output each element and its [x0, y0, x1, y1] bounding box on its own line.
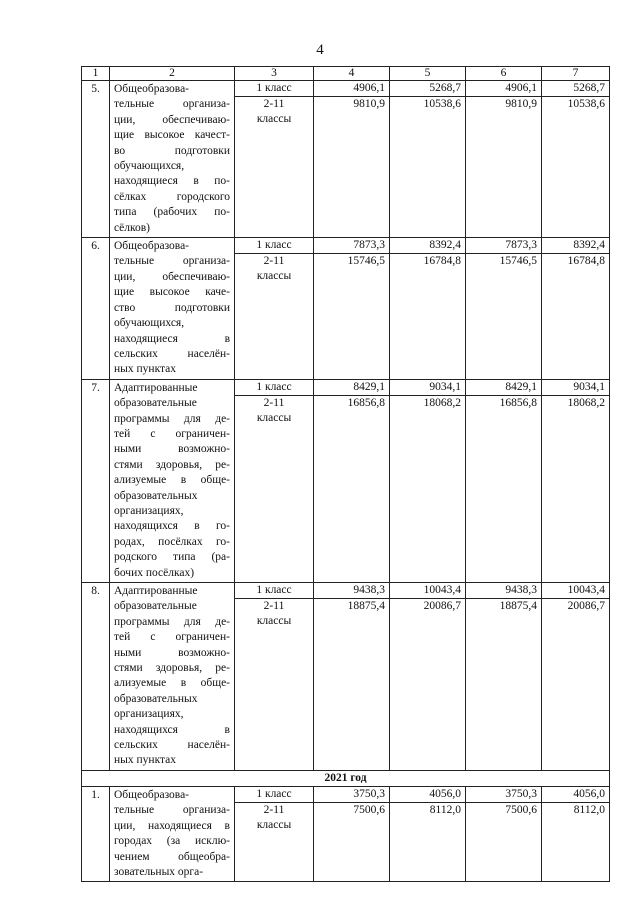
value-cell: [314, 583, 390, 771]
column-number: 3: [235, 67, 314, 81]
grade-1-label: 1 класс: [235, 583, 313, 599]
value-grade-1: 10043,4: [390, 583, 465, 599]
value-grade-1: 4056,0: [542, 787, 609, 803]
column-number-row: [82, 67, 610, 81]
row-name-line: стями здоровья, ре-: [114, 662, 230, 675]
value-grade-1: 8392,4: [390, 238, 465, 254]
row-number: 6.: [82, 238, 110, 380]
value-grade-2-11: 18875,4: [499, 600, 537, 612]
value-grade-1: 3750,3: [466, 787, 541, 803]
value-cell: [466, 379, 542, 582]
grade-cell: [235, 81, 314, 238]
table-row: [82, 786, 610, 881]
value-grade-1: 4906,1: [466, 81, 541, 97]
value-grade-1: 5268,7: [390, 81, 465, 97]
row-name-line: тельные организа-: [114, 255, 230, 268]
row-name-line: тельные организа-: [114, 98, 230, 111]
column-number: 4: [314, 67, 390, 81]
row-name-line: программы для де-: [114, 615, 230, 628]
value-cell: [314, 786, 390, 881]
table-row: [82, 81, 610, 238]
row-name-line: щие высокое качест-: [114, 129, 230, 142]
row-name-line: образовательные: [114, 397, 197, 410]
row-name-line: родского типа (ра-: [114, 551, 230, 564]
grade-1-label: 1 класс: [235, 380, 313, 396]
row-name: [110, 583, 235, 771]
column-number: 1: [82, 67, 110, 81]
grade-2-11-label: [235, 599, 313, 630]
row-name-line: Общеобразова-: [114, 83, 190, 95]
value-cell: [390, 379, 466, 582]
value-grade-2-11: 20086,7: [567, 600, 605, 612]
row-name-line: ции, обеспечиваю-: [114, 113, 230, 126]
grade-cell: [235, 238, 314, 380]
row-name-line: родах, посёлках го-: [114, 535, 230, 548]
row-name-line: тельные организа-: [114, 804, 230, 817]
row-name-line: тей с ограничен-: [114, 631, 230, 644]
grade-2-11-line: 2-11: [263, 255, 285, 268]
value-grade-2-11: 16784,8: [423, 255, 461, 268]
grade-2-11-line: 2-11: [263, 396, 285, 409]
row-name-line: ными возможно-: [114, 646, 230, 659]
grade-1-label: 1 класс: [235, 238, 313, 254]
row-name-line: ализуемые в обще-: [114, 474, 230, 487]
value-grade-2-11: 16784,8: [567, 255, 605, 268]
row-name-line: программы для де-: [114, 412, 230, 425]
value-cell: [466, 583, 542, 771]
grade-2-11-label: [235, 396, 313, 427]
grade-1-label: 1 класс: [235, 81, 313, 97]
value-grade-1: 7873,3: [466, 238, 541, 254]
value-grade-1: 8429,1: [466, 380, 541, 396]
tariff-table: [81, 66, 610, 882]
row-name-line: ных пунктах: [114, 363, 177, 376]
value-grade-2-11: 16856,8: [499, 396, 537, 409]
value-grade-1: 5268,7: [542, 81, 609, 97]
row-name-line: обучающихся,: [114, 160, 185, 173]
row-name-line: городах (за исклю-: [114, 835, 230, 848]
table-row: [82, 379, 610, 582]
year-heading: 2021 год: [82, 770, 610, 786]
grade-2-11-line: классы: [256, 113, 292, 126]
value-grade-2-11: 16856,8: [347, 396, 385, 409]
column-number: 5: [390, 67, 466, 81]
grade-cell: [235, 379, 314, 582]
row-name-line: организациях,: [114, 708, 184, 721]
value-grade-2-11: 18068,2: [423, 396, 461, 409]
table-row: [82, 583, 610, 771]
row-name-line: бочих посёлках): [114, 566, 195, 579]
column-number: 7: [542, 67, 610, 81]
row-name-line: ции, находящиеся в: [114, 819, 230, 832]
year-heading-row: [82, 770, 610, 786]
grade-2-11-line: 2-11: [263, 98, 285, 110]
value-cell: [542, 81, 610, 238]
row-name: [110, 786, 235, 881]
row-name: [110, 379, 235, 582]
value-grade-1: 8429,1: [314, 380, 389, 396]
row-name: [110, 81, 235, 238]
row-name-line: сельских населён-: [114, 347, 230, 360]
value-grade-1: 9438,3: [466, 583, 541, 599]
row-name-line: Общеобразова-: [114, 240, 190, 253]
column-number: 2: [110, 67, 235, 81]
value-grade-1: 9034,1: [542, 380, 609, 396]
value-grade-2-11: 9810,9: [353, 98, 385, 110]
value-grade-2-11: 7500,6: [353, 803, 385, 816]
table-row: [82, 238, 610, 380]
value-grade-2-11: 8112,0: [429, 803, 461, 816]
row-number: 8.: [82, 583, 110, 771]
row-number: 7.: [82, 379, 110, 582]
value-grade-2-11: 10538,6: [423, 98, 461, 110]
value-cell: [314, 379, 390, 582]
row-name-line: образовательных: [114, 692, 198, 705]
grade-cell: [235, 583, 314, 771]
row-name-line: образовательных: [114, 489, 198, 502]
value-cell: [542, 583, 610, 771]
row-name-line: Адаптированные: [114, 585, 198, 597]
value-grade-1: 7873,3: [314, 238, 389, 254]
value-grade-2-11: 10538,6: [567, 98, 605, 110]
grade-2-11-line: классы: [256, 819, 292, 832]
value-grade-1: 4056,0: [390, 787, 465, 803]
row-name-line: зовательных орга-: [114, 865, 204, 878]
value-cell: [466, 786, 542, 881]
grade-2-11-line: 2-11: [263, 600, 285, 612]
value-cell: [314, 238, 390, 380]
grade-2-11-line: классы: [256, 270, 292, 283]
row-name-line: ство подготовки: [114, 301, 230, 314]
grade-1-label: 1 класс: [235, 787, 313, 803]
column-number: 6: [466, 67, 542, 81]
row-name-line: типа (рабочих по-: [114, 206, 230, 219]
row-name-line: находящихся в го-: [114, 520, 230, 533]
row-name-line: сёлках городского: [114, 190, 230, 203]
grade-2-11-label: [235, 803, 313, 834]
value-cell: [542, 238, 610, 380]
value-cell: [390, 238, 466, 380]
value-cell: [390, 583, 466, 771]
grade-cell: [235, 786, 314, 881]
row-name-line: Общеобразова-: [114, 788, 190, 801]
row-number: 5.: [82, 81, 110, 238]
row-name-line: находящихся в: [114, 723, 230, 736]
grade-2-11-line: классы: [256, 615, 292, 628]
value-grade-2-11: 15746,5: [347, 255, 385, 268]
value-grade-2-11: 18875,4: [347, 600, 385, 612]
row-name-line: Адаптированные: [114, 381, 198, 394]
row-name-line: щие высокое каче-: [114, 286, 230, 299]
row-name-line: обучающихся,: [114, 317, 185, 330]
row-name-line: находящиеся в по-: [114, 175, 230, 188]
row-name-line: сёлков): [114, 221, 150, 234]
value-grade-2-11: 20086,7: [423, 600, 461, 612]
grade-2-11-label: [235, 254, 313, 285]
value-grade-1: 4906,1: [314, 81, 389, 97]
row-name-line: ции, обеспечиваю-: [114, 270, 230, 283]
row-name-line: стями здоровья, ре-: [114, 458, 230, 471]
grade-2-11-line: классы: [256, 412, 292, 425]
value-cell: [314, 81, 390, 238]
value-grade-2-11: 9810,9: [505, 98, 537, 110]
value-grade-1: 9438,3: [314, 583, 389, 599]
value-grade-1: 9034,1: [390, 380, 465, 396]
grade-2-11-label: [235, 97, 313, 128]
row-name-line: ных пунктах: [114, 754, 177, 767]
row-name-line: сельских населён-: [114, 739, 230, 752]
value-grade-1: 3750,3: [314, 787, 389, 803]
value-cell: [466, 238, 542, 380]
row-name: [110, 238, 235, 380]
value-grade-2-11: 7500,6: [505, 803, 537, 816]
row-name-line: организациях,: [114, 504, 184, 517]
value-cell: [542, 379, 610, 582]
row-number: 1.: [82, 786, 110, 881]
row-name-line: чением общеобра-: [114, 850, 230, 863]
value-grade-2-11: 15746,5: [499, 255, 537, 268]
value-cell: [542, 786, 610, 881]
row-name-line: образовательные: [114, 600, 197, 613]
value-grade-1: 10043,4: [542, 583, 609, 599]
grade-2-11-line: 2-11: [263, 803, 285, 816]
page-number: 4: [316, 42, 324, 58]
row-name-line: находящиеся в: [114, 332, 230, 345]
value-cell: [466, 81, 542, 238]
value-grade-2-11: 18068,2: [567, 396, 605, 409]
value-cell: [390, 786, 466, 881]
row-name-line: ализуемые в обще-: [114, 677, 230, 690]
value-grade-2-11: 8112,0: [573, 803, 605, 816]
row-name-line: ными возможно-: [114, 443, 230, 456]
value-grade-1: 8392,4: [542, 238, 609, 254]
value-cell: [390, 81, 466, 238]
row-name-line: тей с ограничен-: [114, 427, 230, 440]
row-name-line: во подготовки: [114, 144, 230, 157]
